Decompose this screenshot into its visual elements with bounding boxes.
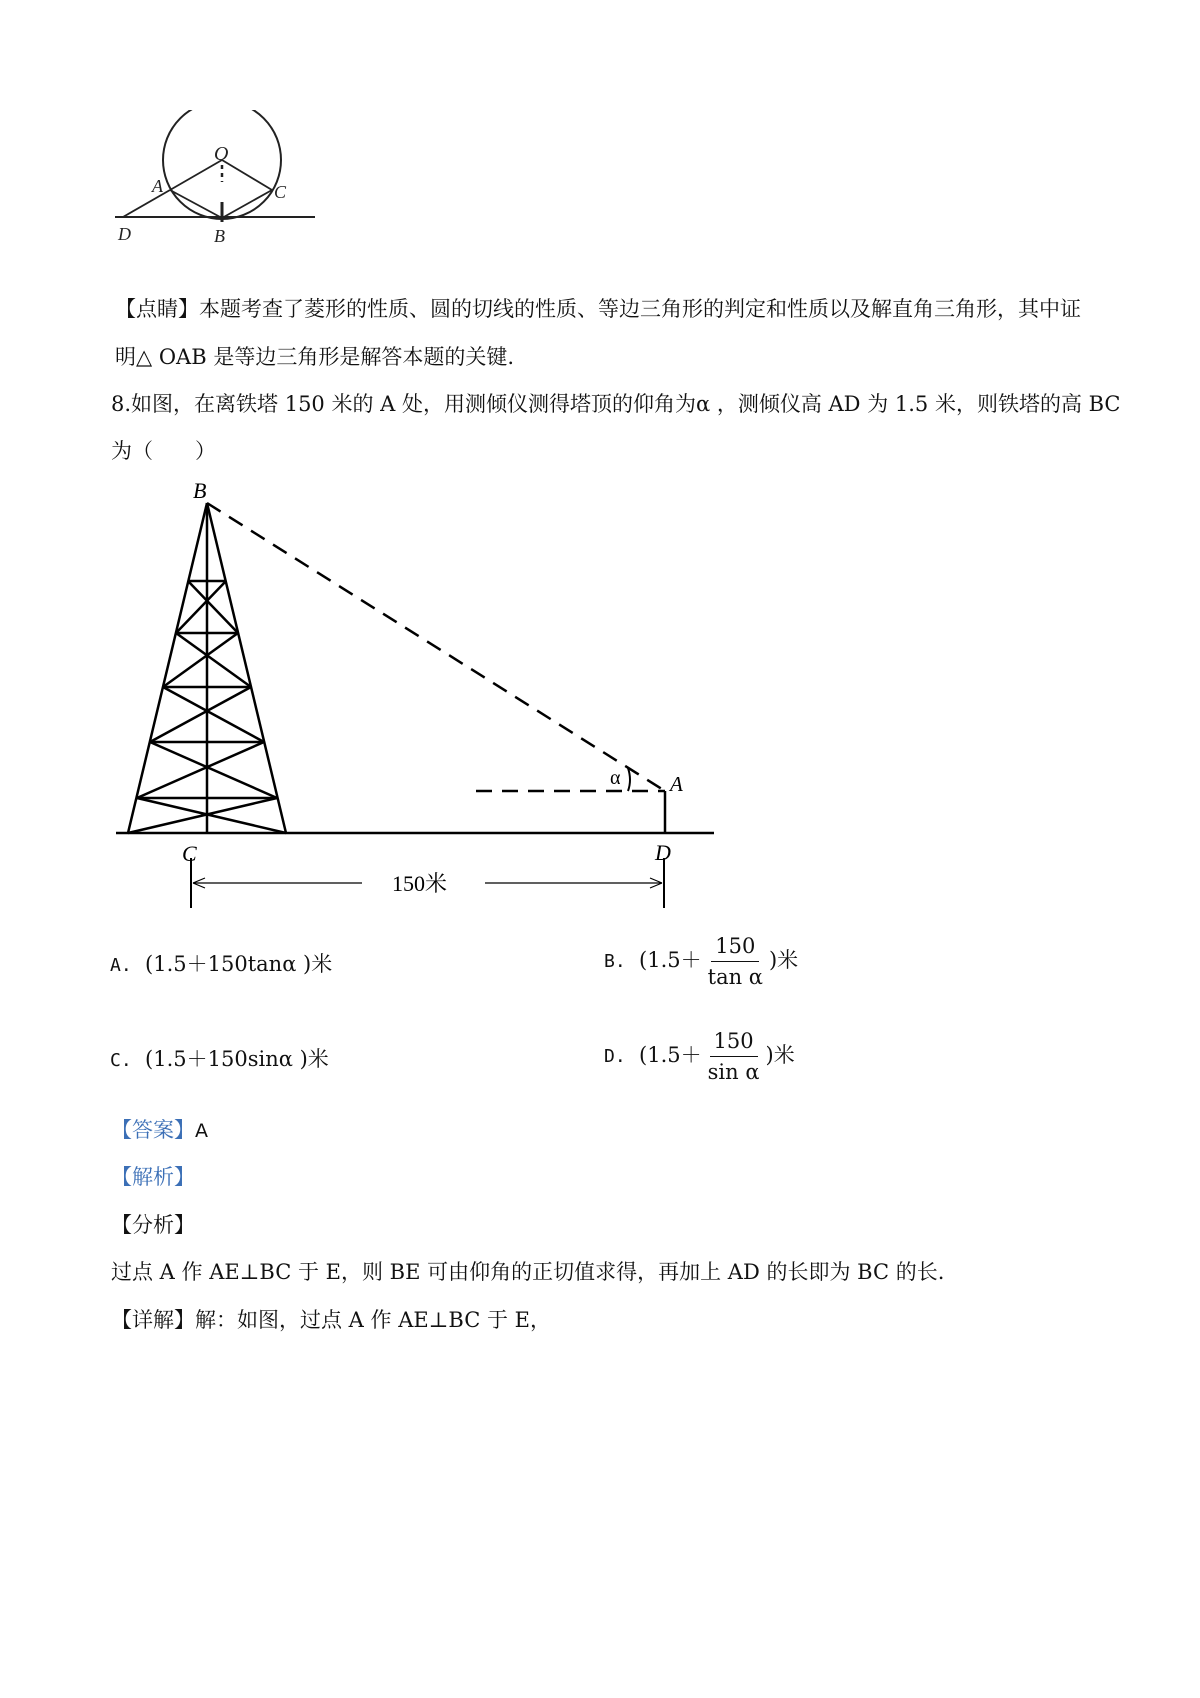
fig2-label-d: D [655,840,671,865]
fenxi-text: 过点 A 作 AE⊥BC 于 E，则 BE 可由仰角的正切值求得，再加上 AD 的长即为 BC 的长. [111,1260,945,1284]
option-c-label: C. [110,1050,132,1071]
fig1-label-d: D [118,224,131,244]
detail-line [111,1305,551,1335]
option-b [604,931,798,992]
option-d-numerator: 150 [710,1026,758,1057]
fig1-label-b: B [214,226,225,246]
detail-tag: 【详解】 [111,1308,195,1332]
detail-text: 解：如图，过点 A 作 AE⊥BC 于 E， [195,1308,552,1332]
fig2-distance: 150米 [392,871,448,896]
option-b-pre: (1.5＋ [639,948,702,972]
option-b-numerator: 150 [711,931,759,962]
analysis-tag: 【解析】 [111,1165,195,1189]
fenxi-tag: 【分析】 [111,1213,195,1237]
option-d [604,1026,795,1087]
option-d-pre: (1.5＋ [639,1043,702,1067]
question-line-1: 8.如图，在离铁塔 150 米的 A 处，用测倾仪测得塔顶的仰角为α ，测倾仪高 AD 为 1.5 米，则铁塔的高 BC [111,392,1121,416]
fig1-label-a: A [152,176,163,196]
option-b-label: B. [604,951,626,972]
fig1-label-c: C [274,182,287,202]
note-text-1: 本题考查了菱形的性质、圆的切线的性质、等边三角形的判定和性质以及解直角三角形，其中证 [199,297,1081,321]
option-a-text: (1.5＋150tanα )米 [145,952,333,976]
option-b-post: )米 [768,948,799,972]
option-b-fraction [704,931,767,992]
option-d-denominator: sin α [707,1060,760,1084]
note-line-2: 明△ OAB 是等边三角形是解答本题的关键. [115,345,514,369]
option-c [110,1043,329,1073]
option-a-label: A. [110,955,132,976]
fig2-label-a: A [670,772,683,796]
option-d-label: D. [604,1046,626,1067]
fig2-label-alpha: α [610,767,621,789]
tower-figure [100,478,740,908]
fig2-label-b: B [193,478,207,503]
fig1-label-o: O [214,143,229,165]
question-line-2: 为（ ） [111,439,216,463]
answer-tag: 【答案】 [111,1118,195,1142]
option-b-denominator: tan α [707,965,763,989]
answer-line [111,1115,208,1146]
fig2-label-c: C [182,841,197,866]
answer-value: A [195,1120,208,1142]
option-d-post: )米 [765,1043,795,1067]
note-tag: 【点睛】 [115,297,199,321]
option-d-fraction [704,1026,764,1087]
option-a [110,948,332,978]
note-line-1 [115,294,1081,324]
option-c-text: (1.5＋150sinα )米 [145,1047,329,1071]
circle-tangent-figure [115,110,350,265]
